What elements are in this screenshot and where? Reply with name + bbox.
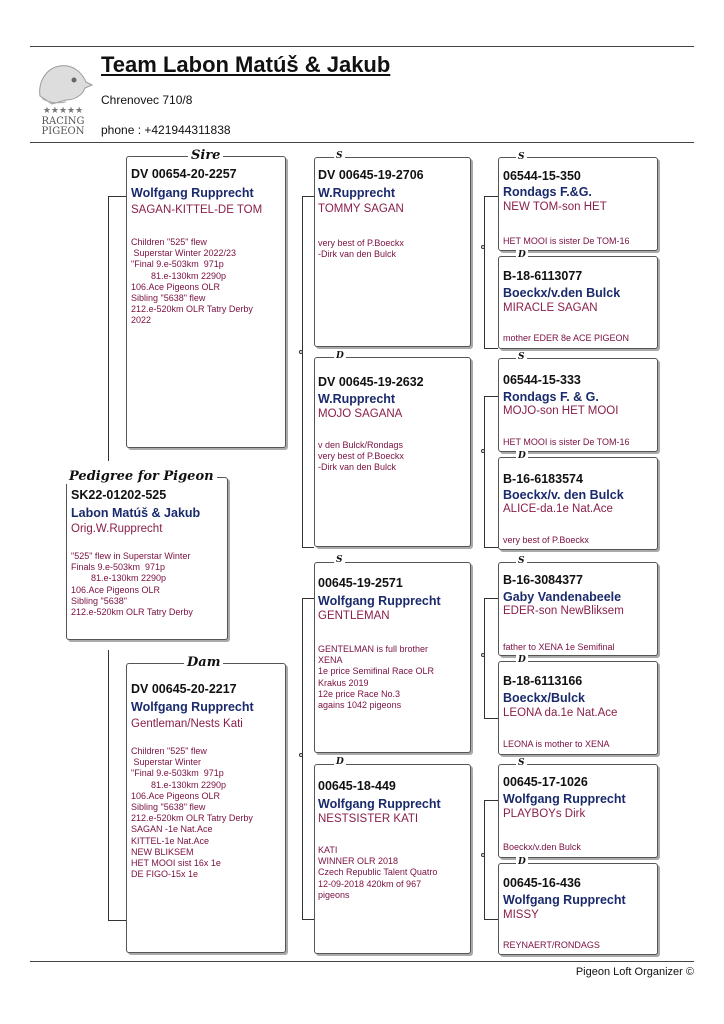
great-grandparent-card[interactable] (498, 764, 658, 858)
ggp-owner: Boeckx/Bulck (503, 691, 585, 705)
ggp-info: HET MOOI is sister De TOM-16 (503, 437, 630, 447)
sire-info: Children "525" flew Superstar Winter 2022/23 "Final 9.e-503km 971p 81.e-130km 2290p 106.Ace Pigeons OLR Sibling "5638" flew 212.e-520km OLR Tatry Derby 2022 (131, 237, 253, 326)
ggp-ring: B-18-6113077 (503, 269, 583, 283)
granddam-sire-card[interactable] (314, 357, 471, 547)
ggp-ring: 06544-15-333 (503, 373, 581, 387)
ggp-owner: Rondags F. & G. (503, 390, 599, 404)
ggp-6-label: S (518, 758, 525, 768)
ggp-ring: B-16-6183574 (503, 472, 583, 486)
logo-line1: RACING (41, 116, 85, 127)
ggp-4-label: S (518, 556, 525, 566)
ggp-name: LEONA da.1e Nat.Ace (503, 707, 618, 719)
ggp-name: MISSY (503, 909, 539, 921)
ggp-owner: Gaby Vandenabeele (503, 590, 622, 604)
dam-ring: DV 00645-20-2217 (131, 682, 237, 696)
grandsire-sire-card[interactable] (314, 157, 471, 347)
phone: phone : +421944311838 (101, 123, 231, 137)
ggp-name: MIRACLE SAGAN (503, 302, 598, 314)
pigeon-head-icon (32, 52, 94, 136)
page-title: Team Labon Matúš & Jakub (101, 52, 391, 77)
great-grandparent-card[interactable] (498, 256, 658, 349)
great-grandparent-card[interactable] (498, 157, 658, 251)
header-rule (30, 142, 694, 143)
dam-owner: Wolfgang Rupprecht (131, 700, 254, 714)
sire-card[interactable] (126, 156, 286, 448)
ggp-owner: Wolfgang Rupprecht (503, 893, 626, 907)
ggp-name: MOJO-son HET MOOI (503, 405, 619, 417)
sire-owner: Wolfgang Rupprecht (131, 186, 254, 200)
sd-name: MOJO SAGANA (318, 408, 403, 420)
great-grandparent-card[interactable] (498, 661, 658, 755)
ss-owner: W.Rupprecht (318, 186, 396, 200)
dd-info: KATI WINNER OLR 2018 Czech Republic Talent Quatro 12-09-2018 420km of 967 pigeons (318, 845, 438, 900)
ggp-5-label: D (518, 655, 526, 665)
sd-ring: DV 00645-19-2632 (318, 375, 424, 389)
ggp-info: very best of P.Boeckx (503, 535, 589, 545)
grandsire-dam-card[interactable] (314, 562, 471, 753)
ggp-name: PLAYBOYs Dirk (503, 808, 586, 820)
sire-ring: DV 00654-20-2257 (131, 167, 237, 181)
ggp-name: EDER-son NewBliksem (503, 605, 624, 617)
ggp-owner: Boeckx/v.den Bulck (503, 286, 621, 300)
subject-owner: Labon Matúš & Jakub (71, 506, 201, 520)
subject-card[interactable] (66, 477, 228, 640)
dam-card[interactable] (126, 663, 286, 953)
dd-label: D (336, 757, 344, 767)
ggp-info: LEONA is mother to XENA (503, 739, 610, 749)
ss-info: very best of P.Boeckx -Dirk van den Bulck (318, 238, 404, 260)
granddam-dam-card[interactable] (314, 764, 471, 954)
dd-ring: 00645-18-449 (318, 779, 396, 793)
ggp-info: REYNAERT/RONDAGS (503, 940, 600, 950)
great-grandparent-card[interactable] (498, 562, 658, 656)
great-grandparent-card[interactable] (498, 457, 658, 550)
ggp-ring: 00645-16-436 (503, 876, 581, 890)
ggp-7-label: D (518, 857, 526, 867)
ds-owner: Wolfgang Rupprecht (318, 594, 441, 608)
ggp-ring: B-18-6113166 (503, 674, 583, 688)
ggp-owner: Wolfgang Rupprecht (503, 792, 626, 806)
ggp-info: HET MOOI is sister De TOM-16 (503, 236, 630, 246)
ggp-info: Boeckx/v.den Bulck (503, 842, 581, 852)
sire-label: Sire (188, 148, 223, 163)
ds-info: GENTELMAN is full brother XENA 1e price Semifinal Race OLR Krakus 2019 12e price Race No.3 agains 1042 pigeons (318, 644, 435, 711)
ggp-name: NEW TOM-son HET (503, 201, 607, 213)
dam-label: Dam (184, 655, 223, 670)
footer-rule (30, 961, 694, 962)
ggp-name: ALICE-da.1e Nat.Ace (503, 503, 613, 515)
logo-stars: ★★★★★ (42, 106, 84, 116)
ggp-owner: Rondags F.&G. (503, 185, 592, 199)
subject-name: Orig.W.Rupprecht (71, 523, 163, 535)
address: Chrenovec 710/8 (101, 93, 193, 107)
ss-name: TOMMY SAGAN (318, 203, 404, 215)
ggp-info: father to XENA 1e Semifinal (503, 642, 615, 652)
great-grandparent-card[interactable] (498, 358, 658, 452)
racing-pigeon-logo (32, 52, 94, 136)
subject-info: "525" flew in Superstar Winter Finals 9.e-503km 971p 81.e-130km 2290p 106.Ace Pigeons OLR Sibling "5638" 212.e-520km OLR Tatry Derby (71, 551, 193, 618)
ggp-ring: 00645-17-1026 (503, 775, 588, 789)
subject-ring: SK22-01202-525 (71, 488, 167, 502)
sd-label: D (336, 351, 344, 361)
sd-owner: W.Rupprecht (318, 392, 396, 406)
sire-name: SAGAN-KITTEL-DE TOM (131, 204, 263, 216)
ggp-ring: B-16-3084377 (503, 573, 583, 587)
footer-credit: Pigeon Loft Organizer © (575, 966, 694, 978)
ds-name: GENTLEMAN (318, 610, 390, 622)
ggp-3-label: D (518, 451, 526, 461)
dd-name: NESTSISTER KATI (318, 813, 419, 825)
ds-ring: 00645-19-2571 (318, 576, 403, 590)
great-grandparent-card[interactable] (498, 863, 658, 955)
ds-label: S (336, 555, 343, 565)
ggp-ring: 06544-15-350 (503, 169, 581, 183)
dd-owner: Wolfgang Rupprecht (318, 797, 441, 811)
top-rule (30, 46, 694, 47)
ggp-owner: Boeckx/v. den Bulck (503, 488, 624, 502)
ss-ring: DV 00645-19-2706 (318, 168, 424, 182)
ss-label: S (336, 151, 343, 161)
ggp-2-label: S (518, 352, 525, 362)
ggp-0-label: S (518, 152, 525, 162)
dam-info: Children "525" flew Superstar Winter "Final 9.e-503km 971p 81.e-130km 2290p 106.Ace Pigeons OLR Sibling "5638" flew 212.e-520km OLR Tatry Derby SAGAN -1e Nat.Ace KITTEL-1e Nat.Ace NEW BLIKSEM HET MOOI sist 16x 1e DE FIGO-15x 1e (131, 746, 253, 880)
pedigree-for-label: Pedigree for Pigeon (66, 469, 217, 484)
dam-name: Gentleman/Nests Kati (131, 718, 243, 730)
ggp-info: mother EDER 8e ACE PIGEON (503, 333, 630, 343)
sd-info: v den Bulck/Rondags very best of P.Boeckx -Dirk van den Bulck (318, 440, 404, 473)
ggp-1-label: D (518, 250, 526, 260)
logo-line2: PIGEON (41, 126, 85, 136)
